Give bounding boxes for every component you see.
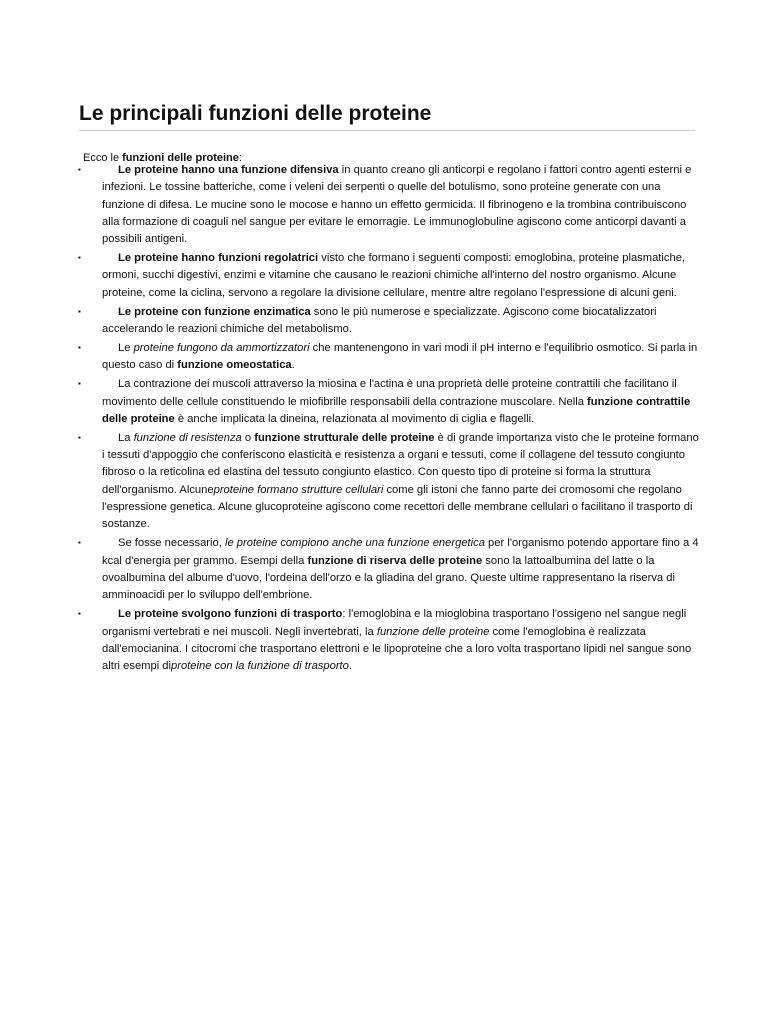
item-bold: funzione strutturale delle proteine — [254, 431, 435, 444]
intro-suffix: : — [238, 152, 242, 164]
item-italic: proteine con la funzione di trasporto — [171, 660, 349, 673]
item-text: o — [241, 431, 255, 444]
item-text: . — [348, 660, 352, 673]
protein-functions-list — [76, 162, 702, 677]
bullet-icon: ▪ — [78, 379, 81, 389]
item-bold: Le proteine hanno funzioni regolatrici — [118, 252, 319, 265]
item-text: Le — [118, 342, 134, 355]
item-text: Se fosse necessario, — [118, 537, 225, 550]
bullet-icon: ▪ — [78, 609, 81, 619]
item-text: sono le più numerose e specializzate. Agiscono come biocatalizzatori accelerando le reazioni chimiche del metabolismo. — [102, 305, 657, 336]
item-bold: Le proteine svolgono funzioni di trasporto — [118, 608, 343, 621]
bullet-icon: ▪ — [78, 306, 81, 316]
bullet-icon: ▪ — [78, 343, 81, 353]
item-text: La — [118, 431, 134, 444]
bullet-icon: ▪ — [78, 432, 81, 442]
item-text: che mantenengono in vari modi il pH interno e l'equilibrio osmotico. Si parla in questo caso di — [102, 342, 698, 372]
item-text: per l'organismo potendo apportare fino a 4 kcal d'energia per grammo. Esempi della — [102, 537, 699, 567]
item-bold: funzione contrattile delle proteine — [102, 395, 691, 425]
list-item — [76, 376, 702, 428]
list-item — [76, 340, 702, 375]
item-text: come l'emoglobina è realizzata dall'emocianina. I citocromi che trasportano elettroni e le lipoproteine che a loro volta trasportano lipidi nel sangue sono altri esempi di — [102, 625, 692, 673]
intro-bold: funzioni delle proteine — [122, 152, 239, 164]
item-text: in quanto creano gli anticorpi e regolano i fattori contro agenti esterni e infezioni. Le tossine batteriche, come i veleni dei serpenti o quelle del botulismo, sono proteine generate con una funzione di difesa. Le mucine sono le mocose e hanno un effetto germicida. Il fibrinogeno e la trombina contribuiscono alla formazione di coaguli nel sangue per evitare le emorragie. Le immunoglobuline agiscono come anticorpi davanti a possibili antigeni. — [102, 164, 692, 246]
item-italic: proteine fungono da ammortizzatori — [133, 342, 310, 355]
item-bold: funzione omeostatica — [177, 359, 292, 372]
item-italic: le proteine compiono anche una funzione energetica — [224, 537, 485, 550]
item-bold: Le proteine hanno una funzione difensiva — [118, 164, 339, 176]
item-italic: funzione di resistenza — [133, 431, 242, 444]
item-text: : l'emoglobina e la mioglobina trasportano l'ossigeno nel sangue negli organismi vertebrati e nei muscoli. Negli invertebrati, la — [102, 608, 687, 638]
bullet-icon: ▪ — [78, 253, 81, 263]
item-text: La contrazione dei muscoli attraverso la miosina e l'actina è una proprietà delle proteine contrattili che facilitano il movimento delle cellule constituendo le miofibrille responsabili della contrazione muscolare. Nella — [102, 378, 677, 408]
item-text: è anche implicata la dineina, relazionata al movimento di ciglia e flagelli. — [174, 412, 535, 425]
list-item — [76, 304, 702, 339]
item-text: come gli istoni che fanno parte dei cromosomi che regolano l'espressione genetica. Alcune glucoproteine agiscono come recettori delle membrane cellulari o facilitano il trasporto di sostanze. — [102, 483, 693, 531]
item-italic: proteine formano strutture cellulari — [213, 483, 384, 496]
item-bold: funzione di riserva delle proteine — [307, 554, 483, 567]
item-text: visto che formano i seguenti composti: emoglobina, proteine plasmatiche, ormoni, succhi digestivi, enzimi e vitamine che causano le reazioni chimiche all'interno del nostro organismo. Alcune proteine, come la ciclina, servono a regolare la divisione cellulare, mentre altre regolano l'espressione di alcuni geni. — [102, 252, 686, 299]
intro-prefix: Ecco le — [83, 152, 123, 164]
item-text: sono la lattoalbumina del latte o la ovoalbumina del albume d'uovo, l'ordeina dell'orzo e la gliadina del grano. Queste ultime rappresentano la riserva di amminoacidi per lo sviluppo dell'embrione. — [102, 554, 675, 602]
list-item — [76, 606, 702, 675]
item-text: è di grande importanza visto che le proteine formano i tessuti d'appoggio che conferiscono elasticità e resistenza a organi e tessuti, come il collagene del tessuto congiunto fibroso o la reticolina ed elastina del tessuto congiunto elastico. Con questo tipo di proteine si forma la struttura dell'organismo. Alcune — [102, 431, 699, 496]
list-item — [76, 162, 702, 248]
list-item — [76, 250, 702, 302]
item-text: . — [291, 359, 295, 372]
bullet-icon: ▪ — [78, 538, 81, 548]
list-item — [76, 535, 702, 604]
item-bold: Le proteine con funzione enzimatica — [118, 305, 311, 318]
list-item — [76, 430, 702, 534]
page-title: Le principali funzioni delle proteine — [79, 101, 695, 131]
bullet-icon: ▪ — [78, 165, 81, 174]
item-italic: funzione delle proteine — [376, 625, 490, 638]
